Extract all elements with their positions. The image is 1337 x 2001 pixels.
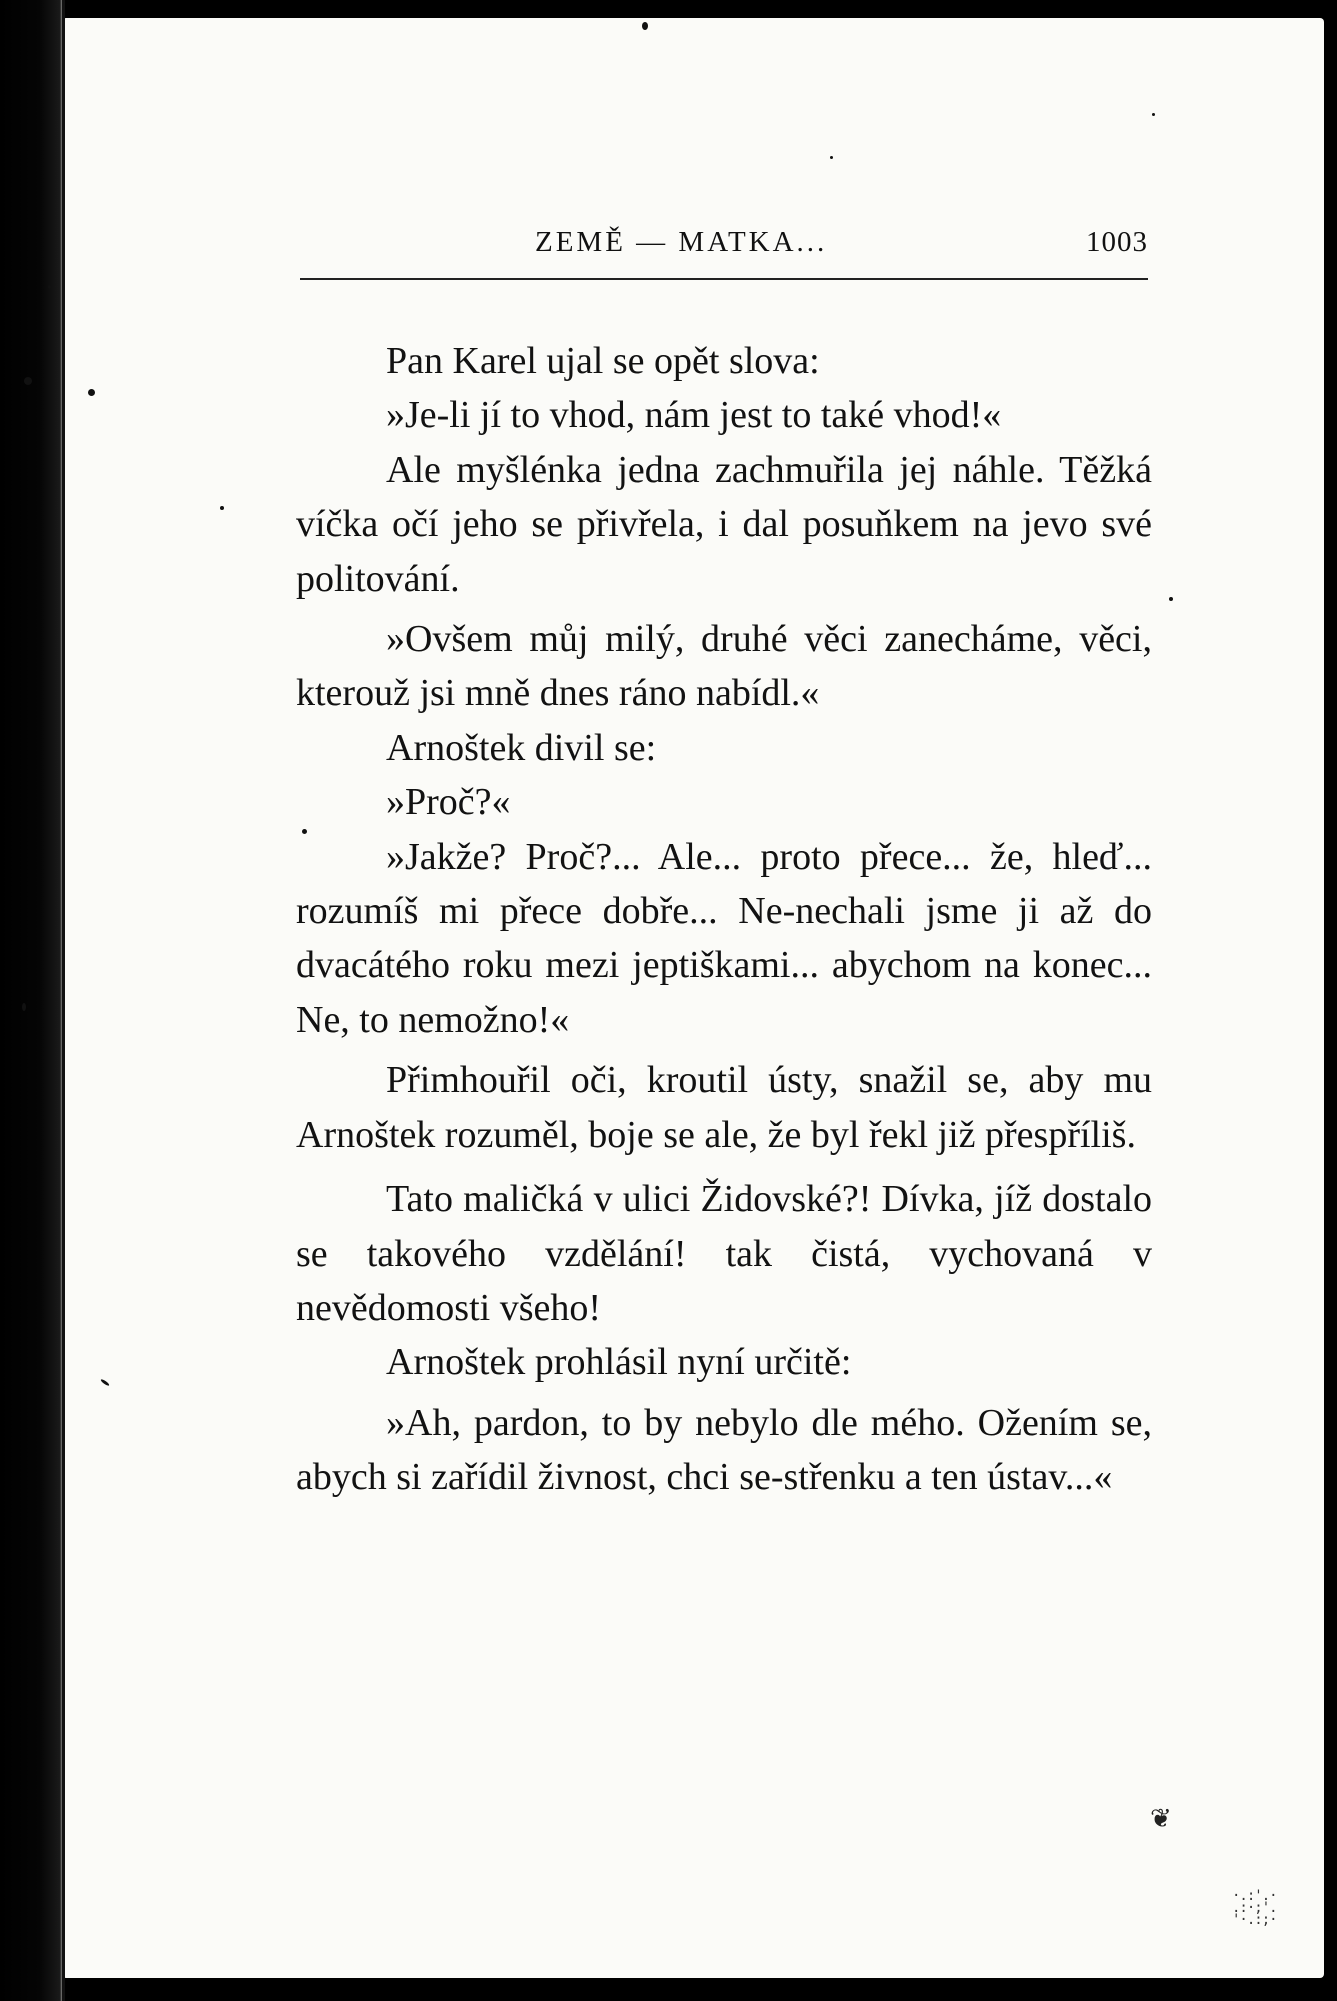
paragraph: »Ah, pardon, to by nebylo dle mého. Ožením se, abych si zařídil živnost, chci se-střenku a ten ústav...« <box>296 1401 1152 1499</box>
paragraph: »Proč?« <box>386 781 511 824</box>
scan-speck <box>1152 113 1155 116</box>
running-head <box>300 226 1148 270</box>
paragraph: Přimhouřil oči, kroutil ústy, snažil se, aby mu Arnoštek rozuměl, boje se ale, že byl řekl již přespříliš. <box>296 1059 1152 1156</box>
scan-speck <box>48 285 52 289</box>
body-text <box>296 334 1152 1505</box>
book-spine-shadow <box>0 0 64 2001</box>
page-edge-line <box>62 0 65 2001</box>
paragraph: »Jakže? Proč?... Ale... proto přece... že, hleď... rozumíš mi přece dobře... Ne-nechali jsme ji až do dvacátého roku mezi jeptiškami... abychom na konec... Ne, to nemožno!« <box>296 835 1152 1041</box>
running-title: ZEMĚ — MATKA... <box>535 226 828 258</box>
scan-speck <box>88 389 95 396</box>
paragraph: Tato maličká v ulici Židovské?! Dívka, jíž dostalo se takového vzdělání! tak čistá, vychovaná v nevědomosti všeho! <box>296 1178 1152 1329</box>
scan-speck <box>642 22 648 30</box>
paragraph: »Ovšem můj milý, druhé věci zanecháme, věci, kterouž jsi mně dnes ráno nabídl.« <box>296 618 1152 715</box>
paragraph: Ale myšlénka jedna zachmuřila jej náhle. Těžká víčka očí jeho se přivřela, i dal posuňkem na jevo své politování. <box>296 448 1152 600</box>
page-number: 1003 <box>1086 226 1148 258</box>
scan-speck <box>24 377 32 385</box>
paragraph: Arnoštek divil se: <box>386 726 657 769</box>
ink-smudge-icon: ❦ <box>1150 1804 1172 1834</box>
scan-speck <box>1169 597 1173 601</box>
paragraph: Arnoštek prohlásil nyní určitě: <box>386 1341 852 1384</box>
corner-noise: ·.:'.· .:·;'. '·.:;· <box>1232 1888 1277 1928</box>
scan-speck <box>220 506 224 510</box>
scan-speck <box>22 1003 26 1011</box>
header-rule <box>300 278 1148 280</box>
paragraph: Pan Karel ujal se opět slova: <box>386 340 820 382</box>
scan-speck <box>830 156 833 159</box>
paragraph: »Je-li jí to vhod, nám jest to také vhod!« <box>386 394 1002 437</box>
